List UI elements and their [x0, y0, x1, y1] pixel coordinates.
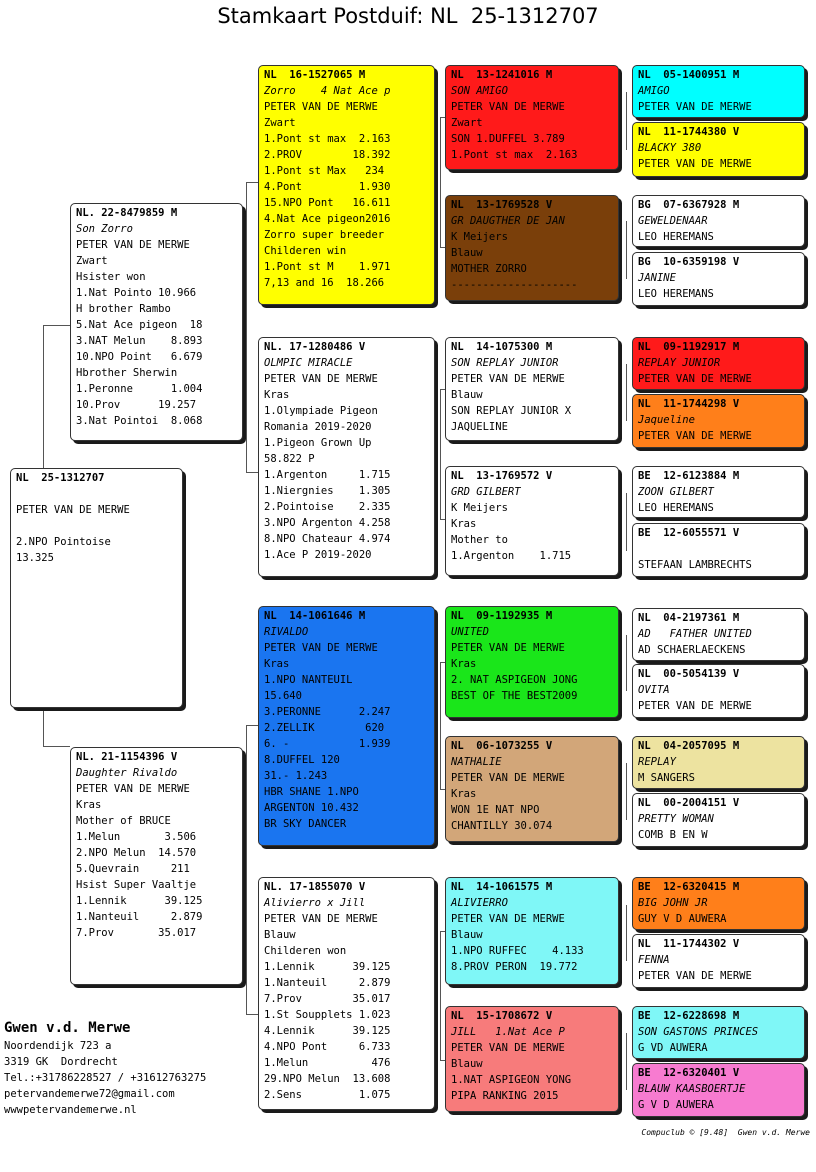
- card-line: 1.Pont st M 1.971: [264, 261, 391, 273]
- card-line: 10.NPO Point 6.679: [76, 351, 203, 363]
- ring-number: NL 13-1241016 M: [451, 69, 553, 81]
- ring-number: NL. 22-8479859 M: [76, 207, 178, 219]
- ring-number: NL. 21-1154396 V: [76, 751, 178, 763]
- ring-number: BE 12-6055571 V: [638, 527, 740, 539]
- card-line: 8.PROV PERON 19.772: [451, 961, 578, 973]
- card-line: 1.Melun 3.506: [76, 831, 197, 843]
- card-line: PETER VAN DE MERWE: [76, 239, 190, 251]
- ring-number: BE 12-6123884 M: [638, 470, 740, 482]
- card-line: LEO HEREMANS: [638, 502, 714, 514]
- owner-info: [4, 1018, 206, 1118]
- pedigree-card-g4-15: [632, 1006, 805, 1059]
- card-line: PETER VAN DE MERWE: [638, 430, 752, 442]
- card-line: 15.640: [264, 690, 302, 702]
- card-line: 3.Nat Pointoi 8.068: [76, 415, 203, 427]
- card-line: PETER VAN DE MERWE: [76, 783, 190, 795]
- pedigree-card-g4-13: [632, 877, 805, 930]
- card-line: Childeren win: [264, 245, 347, 257]
- card-line: 1.NPO NANTEUIL: [264, 674, 353, 686]
- ring-number: BE 12-6320401 V: [638, 1067, 740, 1079]
- ring-number: NL 11-1744380 V: [638, 126, 740, 138]
- page-title: Stamkaart Postduif: NL 25-1312707: [217, 4, 599, 28]
- card-line: 29.NPO Melun 13.608: [264, 1073, 391, 1085]
- pigeon-name: Daughter Rivaldo: [76, 767, 178, 779]
- card-line: PETER VAN DE MERWE: [451, 913, 565, 925]
- connector: [246, 182, 247, 472]
- card-line: 1.NAT ASPIGEON YONG: [451, 1074, 572, 1086]
- pigeon-name: NATHALIE: [451, 756, 502, 768]
- ring-number: NL. 17-1855070 V: [264, 881, 366, 893]
- ring-number: BE 12-6320415 M: [638, 881, 740, 893]
- pigeon-name: OVITA: [638, 684, 670, 696]
- pedigree-card-g4-14: [632, 934, 805, 988]
- card-line: JAQUELINE: [451, 421, 508, 433]
- ring-number: NL 05-1400951 M: [638, 69, 740, 81]
- card-line: 4.Pont 1.930: [264, 181, 391, 193]
- card-line: 3.NAT Melun 8.893: [76, 335, 203, 347]
- card-line: PIPA RANKING 2015: [451, 1090, 559, 1102]
- pigeon-name: JANINE: [638, 272, 676, 284]
- card-line: 1.Ace P 2019-2020: [264, 549, 372, 561]
- card-line: AD SCHAERLAECKENS: [638, 644, 746, 656]
- card-line: 4.Lennik 39.125: [264, 1025, 391, 1037]
- pedigree-card-sire-sire: [258, 65, 435, 305]
- card-line: Zorro super breeder: [264, 229, 385, 241]
- ring-number: NL 00-2004151 V: [638, 797, 740, 809]
- ring-number: NL 25-1312707: [16, 472, 105, 484]
- pedigree-card-g4-3: [632, 195, 805, 247]
- connector: [440, 117, 441, 247]
- card-line: 7.Prov 35.017: [76, 927, 197, 939]
- card-line: 2.ZELLIK 620: [264, 722, 385, 734]
- card-line: HBR SHANE 1.NPO: [264, 786, 359, 798]
- pedigree-card-g4-7: [632, 466, 805, 518]
- pigeon-name: GEWELDENAAR: [638, 215, 708, 227]
- ring-number: NL 04-2057095 M: [638, 740, 740, 752]
- ring-number: NL 09-1192917 M: [638, 341, 740, 353]
- card-line: 6. - 1.939: [264, 738, 391, 750]
- card-line: 1.Melun 476: [264, 1057, 391, 1069]
- card-line: SON REPLAY JUNIOR X: [451, 405, 572, 417]
- connector: [626, 364, 627, 421]
- pigeon-name: GRD GILBERT: [451, 486, 521, 498]
- card-line: BEST OF THE BEST2009: [451, 690, 578, 702]
- card-line: 1.Argenton 1.715: [264, 469, 391, 481]
- pedigree-card-g4-16: [632, 1063, 805, 1117]
- pigeon-name: SON GASTONS PRINCES: [638, 1026, 759, 1038]
- connector: [246, 725, 247, 1014]
- card-line: Kras: [451, 518, 477, 530]
- pigeon-name: PRETTY WOMAN: [638, 813, 714, 825]
- card-line: Blauw: [451, 247, 483, 259]
- card-line: MOTHER ZORRO: [451, 263, 527, 275]
- pedigree-card-subject: [10, 468, 183, 708]
- card-line: CHANTILLY 30.074: [451, 820, 553, 832]
- card-line: G V D AUWERA: [638, 1099, 714, 1111]
- ring-number: NL 14-1061646 M: [264, 610, 366, 622]
- card-line: Blauw: [264, 929, 296, 941]
- card-line: 8.NPO Chateaur 4.974: [264, 533, 391, 545]
- pedigree-card-dam: [70, 747, 243, 985]
- card-line: 5.Quevrain 211: [76, 863, 190, 875]
- card-line: 5.Nat Ace pigeon 18: [76, 319, 203, 331]
- owner-city: 3319 GK Dordrecht: [4, 1056, 118, 1068]
- owner-address: Noordendijk 723 a: [4, 1040, 112, 1052]
- pedigree-card-g4-8: [632, 523, 805, 577]
- card-line: 8.DUFFEL 120: [264, 754, 340, 766]
- footer-credit: Compuclub © [9.48] Gwen v.d. Merwe: [641, 1128, 810, 1137]
- card-line: Blauw: [451, 929, 483, 941]
- card-line: 15.NPO Pont 16.611: [264, 197, 391, 209]
- pedigree-card-g3-3: [445, 337, 619, 441]
- ring-number: NL 13-1769572 V: [451, 470, 553, 482]
- owner-email: petervandemerwe72@gmail.com: [4, 1088, 175, 1100]
- pigeon-name: BLAUW KAASBOERTJE: [638, 1083, 746, 1095]
- connector: [626, 763, 627, 820]
- card-line: PETER VAN DE MERWE: [264, 642, 378, 654]
- connector: [43, 325, 70, 326]
- connector: [626, 1033, 627, 1090]
- pigeon-name: AMIGO: [638, 85, 670, 97]
- connector: [440, 389, 441, 519]
- card-line: 1.Nat Pointo 10.966: [76, 287, 197, 299]
- card-line: COMB B EN W: [638, 829, 708, 841]
- card-line: 1.Pigeon Grown Up: [264, 437, 372, 449]
- pedigree-card-g3-6: [445, 736, 619, 842]
- card-line: PETER VAN DE MERWE: [638, 158, 752, 170]
- card-line: 7.Prov 35.017: [264, 993, 391, 1005]
- pedigree-card-g3-5: [445, 606, 619, 718]
- card-line: 2. NAT ASPIGEON JONG: [451, 674, 578, 686]
- connector: [246, 725, 258, 726]
- ring-number: BG 07-6367928 M: [638, 199, 740, 211]
- card-line: GUY V D AUWERA: [638, 913, 727, 925]
- ring-number: NL. 17-1280486 V: [264, 341, 366, 353]
- card-line: PETER VAN DE MERWE: [451, 772, 565, 784]
- card-line: Kras: [451, 658, 477, 670]
- connector: [626, 493, 627, 551]
- card-line: Childeren won: [264, 945, 347, 957]
- pedigree-card-g4-4: [632, 252, 805, 306]
- card-line: SON 1.DUFFEL 3.789: [451, 133, 565, 145]
- card-line: LEO HEREMANS: [638, 231, 714, 243]
- ring-number: NL 09-1192935 M: [451, 610, 553, 622]
- card-line: Kras: [451, 788, 477, 800]
- card-line: ARGENTON 10.432: [264, 802, 359, 814]
- card-line: 3.PERONNE 2.247: [264, 706, 391, 718]
- card-line: [16, 486, 177, 502]
- pigeon-name: ZOON GILBERT: [638, 486, 714, 498]
- card-line: PETER VAN DE MERWE: [451, 373, 565, 385]
- card-line: PETER VAN DE MERWE: [264, 913, 378, 925]
- owner-name: Gwen v.d. Merwe: [4, 1020, 131, 1036]
- pedigree-card-g3-7: [445, 877, 619, 985]
- pedigree-card-g4-6: [632, 394, 805, 448]
- pedigree-card-dam-dam: [258, 877, 435, 1110]
- card-line: PETER VAN DE MERWE: [451, 101, 565, 113]
- pedigree-card-g3-1: [445, 65, 619, 170]
- card-line: K Meijers: [451, 502, 508, 514]
- pedigree-card-g3-8: [445, 1006, 619, 1112]
- pigeon-name: REPLAY: [638, 756, 676, 768]
- card-line: 2.Sens 1.075: [264, 1089, 391, 1101]
- card-line: Romania 2019-2020: [264, 421, 372, 433]
- pedigree-card-g4-9: [632, 608, 805, 661]
- pigeon-name: Jaqueline: [638, 414, 695, 426]
- pigeon-name: ALIVIERRO: [451, 897, 508, 909]
- card-line: 3.NPO Argenton 4.258: [264, 517, 391, 529]
- pigeon-name: Zorro 4 Nat Ace p: [264, 85, 391, 97]
- ring-number: BG 10-6359198 V: [638, 256, 740, 268]
- card-line: 4.NPO Pont 6.733: [264, 1041, 391, 1053]
- card-line: STEFAAN LAMBRECHTS: [638, 559, 752, 571]
- pedigree-card-sire-dam: [258, 337, 435, 577]
- pigeon-name: [638, 541, 799, 557]
- card-line: 1.Lennik 39.125: [264, 961, 391, 973]
- card-line: Zwart: [451, 117, 483, 129]
- connector: [626, 635, 627, 691]
- card-line: WON 1E NAT NPO: [451, 804, 540, 816]
- card-line: 7,13 and 16 18.266: [264, 277, 385, 289]
- card-line: G VD AUWERA: [638, 1042, 708, 1054]
- card-line: 1.Lennik 39.125: [76, 895, 203, 907]
- card-line: K Meijers: [451, 231, 508, 243]
- card-line: 2.NPO Pointoise: [16, 536, 111, 548]
- pigeon-name: RIVALDO: [264, 626, 309, 638]
- card-line: PETER VAN DE MERWE: [638, 373, 752, 385]
- pigeon-name: SON REPLAY JUNIOR: [451, 357, 559, 369]
- card-line: Mother to: [451, 534, 508, 546]
- card-line: BR SKY DANCER: [264, 818, 347, 830]
- pedigree-card-g4-10: [632, 664, 805, 718]
- card-line: 13.325: [16, 552, 54, 564]
- card-line: 1.Pont st max 2.163: [451, 149, 578, 161]
- pedigree-card-sire: [70, 203, 243, 441]
- pedigree-card-g3-4: [445, 466, 619, 576]
- card-line: PETER VAN DE MERWE: [264, 373, 378, 385]
- connector: [626, 905, 627, 961]
- card-line: 1.Pont st Max 234: [264, 165, 385, 177]
- connector: [440, 662, 441, 789]
- owner-phone: Tel.:+31786228527 / +31612763275: [4, 1072, 207, 1084]
- card-line: Blauw: [451, 389, 483, 401]
- ring-number: NL 00-5054139 V: [638, 668, 740, 680]
- card-line: PETER VAN DE MERWE: [264, 101, 378, 113]
- connector: [246, 472, 258, 473]
- pedigree-card-g3-2: [445, 195, 619, 301]
- card-line: PETER VAN DE MERWE: [451, 642, 565, 654]
- card-line: --------------------: [451, 279, 578, 291]
- card-line: Zwart: [264, 117, 296, 129]
- ring-number: NL 13-1769528 V: [451, 199, 553, 211]
- card-line: PETER VAN DE MERWE: [638, 970, 752, 982]
- card-line: 4.Nat Ace pigeon2016: [264, 213, 391, 225]
- card-line: Mother of BRUCE: [76, 815, 171, 827]
- pedigree-card-g4-11: [632, 736, 805, 789]
- pigeon-name: Alivierro x Jill: [264, 897, 366, 909]
- card-line: Hsister won: [76, 271, 146, 283]
- pigeon-name: SON AMIGO: [451, 85, 508, 97]
- connector: [626, 92, 627, 150]
- pigeon-name: UNITED: [451, 626, 489, 638]
- pedigree-card-g4-5: [632, 337, 805, 390]
- connector: [440, 931, 441, 1060]
- ring-number: NL 15-1708672 V: [451, 1010, 553, 1022]
- ring-number: NL 11-1744298 V: [638, 398, 740, 410]
- card-line: 10.Prov 19.257: [76, 399, 197, 411]
- card-line: Blauw: [451, 1058, 483, 1070]
- card-line: PETER VAN DE MERWE: [638, 101, 752, 113]
- pigeon-name: BIG JOHN JR: [638, 897, 708, 909]
- ring-number: BE 12-6228698 M: [638, 1010, 740, 1022]
- ring-number: NL 14-1075300 M: [451, 341, 553, 353]
- ring-number: NL 11-1744302 V: [638, 938, 740, 950]
- pigeon-name: GR DAUGTHER DE JAN: [451, 215, 565, 227]
- card-line: 1.Argenton 1.715: [451, 550, 572, 562]
- card-line: Kras: [76, 799, 102, 811]
- pigeon-name: JILL 1.Nat Ace P: [451, 1026, 565, 1038]
- card-line: 2.PROV 18.392: [264, 149, 391, 161]
- ring-number: NL 04-2197361 M: [638, 612, 740, 624]
- card-line: Kras: [264, 389, 290, 401]
- card-line: 1.Nanteuil 2.879: [76, 911, 203, 923]
- card-line: LEO HEREMANS: [638, 288, 714, 300]
- card-line: 1.Pont st max 2.163: [264, 133, 391, 145]
- pigeon-name: Son Zorro: [76, 223, 133, 235]
- card-line: Zwart: [76, 255, 108, 267]
- card-line: 58.822 P: [264, 453, 315, 465]
- card-line: PETER VAN DE MERWE: [16, 504, 130, 516]
- card-line: 1.Nanteuil 2.879: [264, 977, 391, 989]
- pigeon-name: OLMPIC MIRACLE: [264, 357, 353, 369]
- card-line: M SANGERS: [638, 772, 695, 784]
- card-line: Hsist Super Vaaltje: [76, 879, 197, 891]
- pigeon-name: BLACKY 380: [638, 142, 702, 154]
- card-line: Hbrother Sherwin: [76, 367, 178, 379]
- owner-website: wwwpetervandemerwe.nl: [4, 1104, 137, 1116]
- ring-number: NL 16-1527065 M: [264, 69, 366, 81]
- pigeon-name: REPLAY JUNIOR: [638, 357, 721, 369]
- card-line: 2.NPO Melun 14.570: [76, 847, 197, 859]
- ring-number: NL 14-1061575 M: [451, 881, 553, 893]
- pedigree-card-g4-1: [632, 65, 805, 118]
- connector: [246, 182, 258, 183]
- card-line: 1.Niergnies 1.305: [264, 485, 391, 497]
- ring-number: NL 06-1073255 V: [451, 740, 553, 752]
- pedigree-card-dam-sire: [258, 606, 435, 846]
- card-line: [16, 518, 177, 534]
- pigeon-name: FENNA: [638, 954, 670, 966]
- card-line: 1.Peronne 1.004: [76, 383, 203, 395]
- card-line: 31.- 1.243: [264, 770, 328, 782]
- card-line: 1.St Soupplets 1.023: [264, 1009, 391, 1021]
- connector: [246, 1014, 258, 1015]
- card-line: 2.Pointoise 2.335: [264, 501, 391, 513]
- card-line: Kras: [264, 658, 290, 670]
- pedigree-card-g4-2: [632, 122, 805, 177]
- card-line: H brother Rambo: [76, 303, 171, 315]
- connector: [626, 221, 627, 279]
- card-line: PETER VAN DE MERWE: [451, 1042, 565, 1054]
- card-line: 1.Olympiade Pigeon: [264, 405, 378, 417]
- card-line: PETER VAN DE MERWE: [638, 700, 752, 712]
- card-line: 1.NPO RUFFEC 4.133: [451, 945, 584, 957]
- pigeon-name: AD FATHER UNITED: [638, 628, 752, 640]
- pedigree-card-g4-12: [632, 793, 805, 847]
- connector: [43, 746, 70, 747]
